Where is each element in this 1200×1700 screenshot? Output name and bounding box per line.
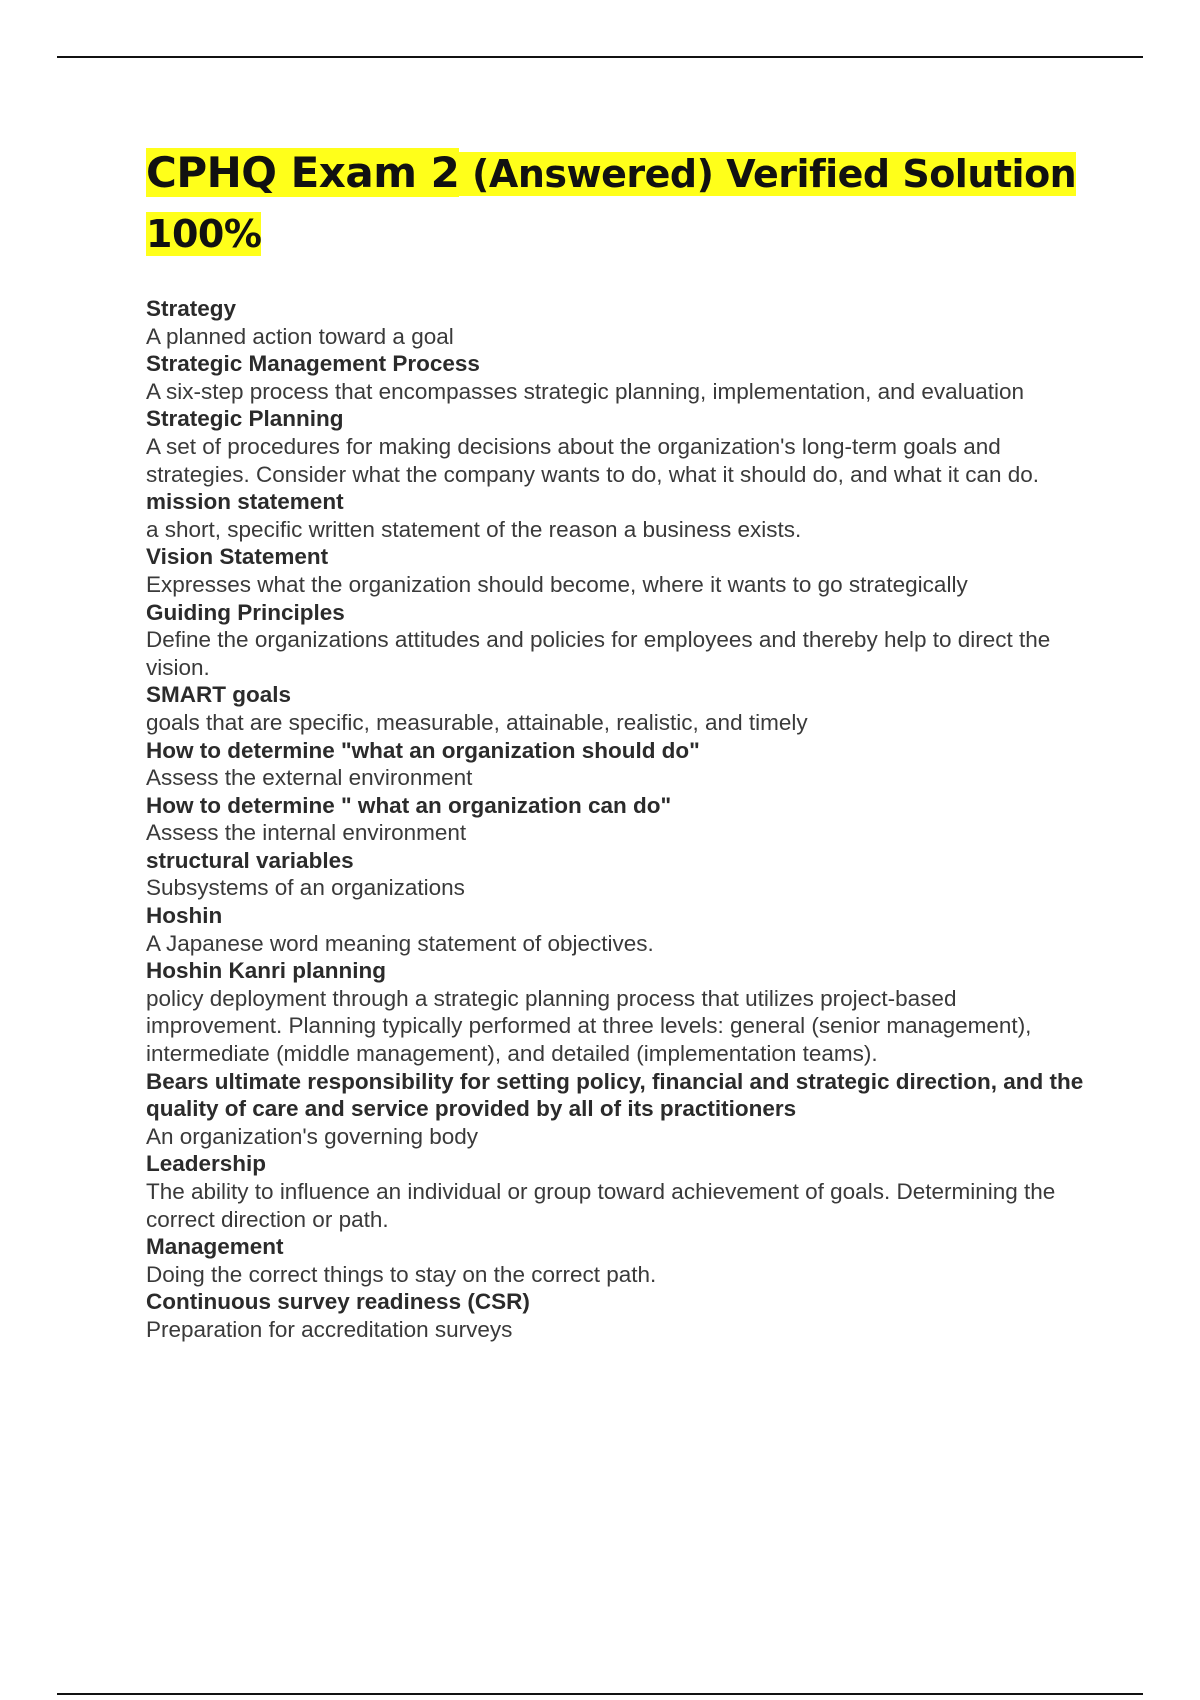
bottom-rule xyxy=(57,1693,1143,1695)
glossary-entry xyxy=(146,681,1086,736)
entry-term: How to determine "what an organization should do" xyxy=(146,737,700,763)
title-part-1: CPHQ Exam 2 xyxy=(146,148,460,197)
glossary-entry xyxy=(146,1068,1086,1151)
entry-definition: policy deployment through a strategic planning process that utilizes project-based improvement. Planning typically performed at three levels: general (senior management), intermediate (middle management), and detailed (implementation teams). xyxy=(146,985,1032,1067)
entry-definition: Assess the internal environment xyxy=(146,820,467,846)
entry-definition: a short, specific written statement of the reason a business exists. xyxy=(146,516,802,542)
glossary-entry xyxy=(146,957,1086,1067)
top-rule xyxy=(57,56,1143,58)
glossary-entry xyxy=(146,847,1086,902)
entry-definition: goals that are specific, measurable, attainable, realistic, and timely xyxy=(146,709,808,735)
glossary-list xyxy=(146,295,1086,1344)
entry-term: Strategy xyxy=(146,296,237,321)
title-part-2: (Answered) Verified Solution xyxy=(459,152,1077,196)
entry-term: Vision Statement xyxy=(146,544,329,570)
glossary-entry xyxy=(146,543,1086,598)
entry-definition: The ability to influence an individual or group toward achievement of goals. Determining the correct direction or path. xyxy=(146,1179,1056,1232)
entry-term: Management xyxy=(146,1234,284,1260)
entry-term: SMART goals xyxy=(146,682,292,708)
glossary-entry xyxy=(146,1288,1086,1343)
entry-definition: An organization's governing body xyxy=(146,1123,479,1149)
glossary-entry xyxy=(146,488,1086,543)
entry-definition: Expresses what the organization should become, where it wants to go strategically xyxy=(146,571,968,597)
entry-definition: Define the organizations attitudes and policies for employees and thereby help to direct the vision. xyxy=(146,627,1051,680)
entry-term: Hoshin xyxy=(146,903,223,929)
entry-term: structural variables xyxy=(146,847,354,873)
entry-term: Strategic Management Process xyxy=(146,351,480,377)
glossary-entry xyxy=(146,599,1086,682)
entry-term: How to determine " what an organization can do" xyxy=(146,792,672,818)
document-title xyxy=(146,144,1086,265)
entry-definition: A set of procedures for making decisions about the organization's long-term goals and strategies. Consider what the company wants to do, what it should do, and what it can do. xyxy=(146,433,1040,487)
entry-definition: A planned action toward a goal xyxy=(146,323,454,349)
glossary-entry xyxy=(146,1150,1086,1233)
glossary-entry xyxy=(146,737,1086,792)
glossary-entry xyxy=(146,405,1086,488)
entry-definition: Preparation for accreditation surveys xyxy=(146,1316,513,1342)
entry-term: Bears ultimate responsibility for setting policy, financial and strategic direction, and the quality of care and service provided by all of its practitioners xyxy=(146,1068,1084,1122)
glossary-entry xyxy=(146,902,1086,957)
glossary-entry xyxy=(146,295,1086,350)
entry-term: Leadership xyxy=(146,1151,267,1177)
entry-term: Hoshin Kanri planning xyxy=(146,958,386,984)
entry-definition: Subsystems of an organizations xyxy=(146,875,465,901)
entry-term: Continuous survey readiness (CSR) xyxy=(146,1289,530,1315)
entry-term: mission statement xyxy=(146,489,344,515)
glossary-entry xyxy=(146,792,1086,847)
entry-definition: Assess the external environment xyxy=(146,765,473,791)
title-part-3: 100% xyxy=(146,212,262,256)
entry-definition: A six-step process that encompasses strategic planning, implementation, and evaluation xyxy=(146,378,1024,404)
entry-definition: A Japanese word meaning statement of objectives. xyxy=(146,930,654,956)
entry-term: Strategic Planning xyxy=(146,406,344,432)
glossary-entry xyxy=(146,1233,1086,1288)
document-content xyxy=(146,144,1086,1344)
glossary-entry xyxy=(146,350,1086,405)
entry-definition: Doing the correct things to stay on the correct path. xyxy=(146,1261,657,1287)
entry-term: Guiding Principles xyxy=(146,599,345,625)
